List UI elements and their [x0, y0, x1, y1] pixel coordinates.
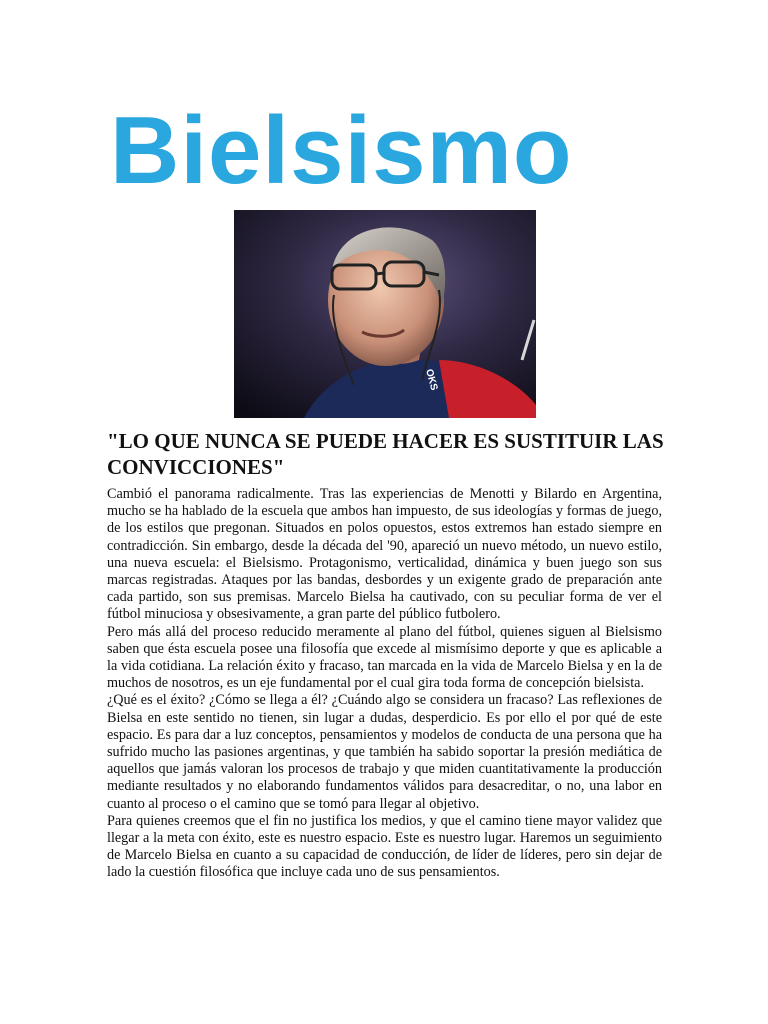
portrait-photo	[234, 210, 536, 418]
shirt-lettering: OKS	[423, 367, 440, 392]
article-heading: "LO QUE NUNCA SE PUEDE HACER ES SUSTITUIR LAS CONVICCIONES"	[107, 429, 664, 479]
paragraph: Cambió el panorama radicalmente. Tras las experiencias de Menotti y Bilardo en Argentina, mucho se ha hablado de la escuela que ambos han impuesto, de sus ideologías y formas de juego, de los estilos que pregonan. Situados en polos opuestos, estos extremos han estado siempre en contradicción. Sin embargo, desde la década del '90, apareció un nuevo método, un nuevo estilo, una nueva escuela: el Bielsismo. Protagonismo, verticalidad, dinámica y buen juego son sus marcas registradas. Ataques por las bandas, desbordes y un exigente grado de preparación ante cada partido, son sus premisas. Marcelo Bielsa ha cautivado, con su peculiar forma de ver el fútbol minuciosa y obsesivamente, a gran parte del público futbolero.	[107, 486, 662, 623]
paragraph: ¿Qué es el éxito? ¿Cómo se llega a él? ¿Cuándo algo se considera un fracaso? Las reflexiones de Bielsa en este sentido no tienen, sin lugar a dudas, desperdicio. Es por ello el por qué de este espacio. Es para dar a luz conceptos, pensamientos y modelos de conducta de una persona que ha sufrido mucho las pasiones argentinas, y que también ha sabido soportar la presión mediática de aquellos que jamás valoran los procesos de trabajo y que miden cuantitativamente la producción mediante resultados y no elaborando fundamentos válidos para desacreditar, o no, una labor en cuanto al proceso o el camino que se tomó para llegar al objetivo.	[107, 692, 662, 812]
article-body	[107, 486, 662, 882]
paragraph: Para quienes creemos que el fin no justifica los medios, y que el camino tiene mayor validez que llegar a la meta con éxito, este es nuestro espacio. Este es nuestro lugar. Haremos un seguimiento de Marcelo Bielsa en cuanto a su capacidad de conducción, de líder de líderes, pero sin dejar de lado la cuestión filosófica que incluye cada uno de sus pensamientos.	[107, 812, 662, 881]
paragraph: Pero más allá del proceso reducido meramente al plano del fútbol, quienes siguen al Bielsismo saben que ésta escuela posee una filosofía que excede al mismísimo deporte y que es aplicable a la vida cotidiana. La relación éxito y fracaso, tan marcada en la vida de Marcelo Bielsa y en la de muchos de nosotros, es un eje fundamental por el cual gira toda forma de concepción bielsista.	[107, 623, 662, 692]
document-title: Bielsismo	[110, 97, 573, 204]
